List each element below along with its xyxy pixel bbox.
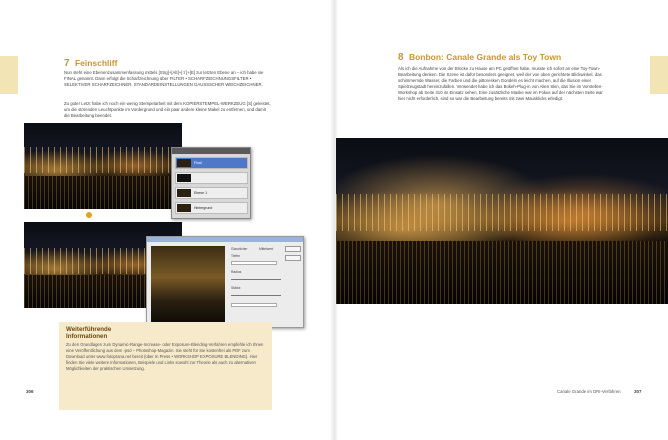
photo-toy-town bbox=[336, 138, 668, 304]
step-heading-right bbox=[398, 52, 561, 63]
info-box-text: Zu den Grundlagen zum Dynamic-Range-Increase- oder Exposure-Blending-Verfahren empfehle ich Ihnen eine Veröffentlichung aus dem ›psd – Photoshop-Magazin. Sie steht für Sie kostenfrei als PDF zum Download unter www.fotoprana.net bereit (über In Press • WORKSHOP EXPOSURE BLENDING). Hier finden Sie viele weitere Informationen, Beispiele und Links sowohl zur Theorie als auch zu alternativen Möglichkeiten der praktischen Umsetzung. bbox=[66, 342, 264, 371]
layer-row[interactable] bbox=[175, 172, 248, 184]
paragraph-feinschliff-1: Nun steht eine Ebenenzusammenfassung mittels [Strg]+[Alt]+[⇧]+[E] zur letzten Ebene an – ich habe sie FINAL genannt. Dann erfolgt die Scharfzeichnung über FILTER • SCHARFZEICHNUNGSFILTER • SELEKTIVER SCHARFZEICHNER. STANDARDEINSTELLUNGEN GAUSSSCHER WEICHZEICHNER. bbox=[64, 70, 264, 88]
layer-name: Ebene 1 bbox=[194, 191, 208, 195]
page-number-right: 307 bbox=[634, 389, 642, 394]
dialog-label: Mittelwert bbox=[259, 247, 274, 251]
dialog-label: Radius bbox=[231, 270, 242, 274]
step-number: 7 bbox=[64, 58, 70, 69]
layer-name: Final bbox=[194, 161, 202, 165]
sharpen-dialog bbox=[146, 236, 304, 328]
step-heading-left bbox=[64, 58, 117, 69]
panel-titlebar bbox=[172, 148, 250, 154]
paragraph-toy-town: Als ich die Aufnahme von der Brücke zu Hause am PC geöffnet habe, musste ich sofort an eine Toy-Town-Bearbeitung denken. Die Szene ist dafür besonders geeignet, weil der von oben gerichtete Blickwinkel, das schimmernde Wasser, die Farben und die pittoresken Gondeln es leicht machen, auf die Illusion einer Spielzeugstadt hereinzufallen. Verwendet habe ich das Bokeh-Plug-in von Alien Skin, das Sie im Vorstellen-Workshop ab Seite 310 im Einsatz sehen. Eine zusätzliche Maske war im Fokus auf der nächsten Seite war hier nicht erforderlich, sind so war die Bearbeitung bereits mit zwei Mausklicks erledigt. bbox=[398, 66, 603, 102]
chapter-tab-left bbox=[0, 56, 18, 94]
layer-row[interactable] bbox=[175, 157, 248, 169]
dialog-label: Glanzlicher bbox=[231, 247, 248, 251]
callout-marker-icon bbox=[86, 212, 92, 218]
step-number: 8 bbox=[398, 52, 404, 63]
dialog-label: Tiefen bbox=[231, 254, 241, 258]
photo-before-retouch bbox=[24, 123, 182, 209]
layers-panel bbox=[171, 147, 251, 219]
dialog-preview bbox=[151, 246, 225, 324]
dialog-input[interactable] bbox=[231, 303, 277, 307]
ok-button[interactable] bbox=[285, 246, 301, 252]
radius-slider[interactable] bbox=[231, 279, 281, 280]
layer-row[interactable] bbox=[175, 187, 248, 199]
cancel-button[interactable] bbox=[285, 255, 301, 261]
chapter-tab-right bbox=[650, 56, 668, 94]
running-footer: Canale Grande im DRI-Verfahren bbox=[557, 389, 621, 394]
dialog-input[interactable] bbox=[231, 261, 277, 265]
dialog-titlebar bbox=[147, 237, 303, 242]
strength-slider[interactable] bbox=[231, 295, 281, 296]
layer-name: Hintergrund bbox=[194, 206, 213, 210]
info-box-title: Weiterführende Informationen bbox=[66, 326, 112, 341]
page-number-left: 306 bbox=[26, 389, 34, 394]
dialog-label: Stärke bbox=[231, 286, 241, 290]
info-box bbox=[59, 322, 272, 410]
step-title: Feinschliff bbox=[74, 58, 118, 68]
paragraph-feinschliff-2: Zu guter Letzt habe ich noch ein wenig Stempelarbeit mit dem KOPIERSTEMPEL-WERKZEUG [S] geleistet, um die störenden Leuchtpunkte im Vordergrund und ein paar andere kleine Makel zu entfernen, und damit die Bearbeitung beendet. bbox=[64, 101, 271, 119]
step-title: Bonbon: Canale Grande als Toy Town bbox=[408, 52, 562, 62]
layer-row[interactable] bbox=[175, 202, 248, 214]
